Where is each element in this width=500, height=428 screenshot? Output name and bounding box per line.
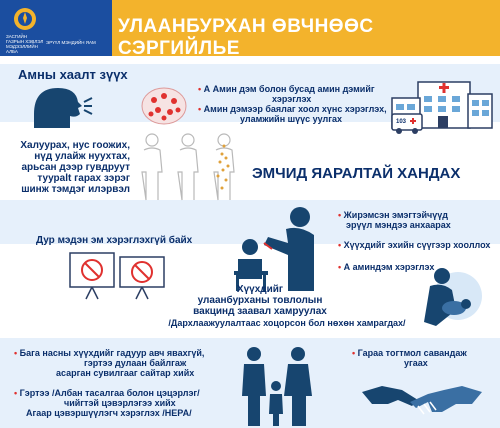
symptoms-text-3: арьсан дээр гувдруут	[21, 162, 130, 173]
care-bullet-3-text: А аминдэм хэрэглэх	[343, 262, 435, 272]
hospital-icon	[392, 78, 492, 136]
body-outline-icons	[138, 132, 238, 202]
vaccination-icon	[228, 205, 328, 295]
family-icon	[232, 346, 326, 426]
bullet-dot: •	[338, 262, 342, 272]
handwash-bullet-b: угаах	[404, 358, 428, 368]
see-doctor-heading: ЭМЧИД ЯАРАЛТАЙ ХАНДАХ	[252, 165, 461, 182]
bullet-dot: •	[14, 388, 18, 398]
care-bullet-1b: эрүүл мэндээ анхаарах	[346, 220, 451, 230]
vitamin-bullet-1	[198, 84, 375, 94]
symptoms-text-2: нүд улайж нуухтах,	[34, 151, 130, 162]
prevention-bullet-2	[14, 388, 200, 398]
care-bullet-2-text: Хүүхдийг эхийн сүүгээр хооллох	[343, 240, 491, 250]
handwash-bullet-text: Гараа тогтмол савандаж	[357, 348, 467, 358]
symptoms-text-4: туурalt гарах зэрэг	[37, 173, 130, 184]
germ-plate-icon	[140, 86, 188, 126]
prevention-bullet-1b: гэртээ дулаан байлгаж	[84, 358, 187, 368]
ministry-logo	[0, 0, 112, 56]
vaccination-text-4: /Дархлаажуулалтаас хоцорсон бол нөхөн хамрагдах/	[168, 318, 406, 328]
handshake-icon	[362, 376, 482, 422]
page-title: УЛААНБУРХАН ӨВЧНӨӨС СЭРГИЙЛЬЕ	[118, 16, 374, 59]
prevention-bullet-2-text: Гэртээ /Албан тасалгаа болон цэцэрлэг/	[19, 388, 200, 398]
vitamin-bullet-2-text: Амин дэмээр баялаг хоол хүнс хэрэглэх,	[203, 104, 387, 114]
bullet-dot: •	[352, 348, 356, 358]
handwash-bullet	[352, 348, 467, 358]
bullet-dot: •	[338, 240, 342, 250]
vitamin-bullet-1b: хэрэглэх	[272, 94, 312, 104]
coughing-person-icon	[30, 84, 92, 128]
emblem-icon	[10, 6, 40, 32]
bullet-dot: •	[14, 348, 18, 358]
section-title-mask: Амны хаалт зүүх	[18, 67, 128, 82]
bullet-dot: •	[198, 84, 202, 94]
vaccination-text-2: улаанбурханы товлолын	[197, 295, 323, 306]
care-bullet-1-text: Жирэмсэн эмэгтэйчүүд	[343, 210, 448, 220]
care-bullet-2	[338, 240, 490, 250]
prevention-bullet-2b: чийгтэй цэвэрлэгээ хийх	[64, 398, 176, 408]
ambulance-number: 103	[396, 119, 407, 125]
header-banner	[0, 0, 500, 59]
prevention-bullet-2c: Агаар цэвэршүүлэгч хэрэглэх /HEPA/	[26, 408, 192, 418]
vaccination-text-1: Хүүхдийг	[236, 284, 284, 295]
breastfeeding-mother-icon	[416, 266, 488, 332]
logo-ministry-name: ЭРҮҮЛ МЭНДИЙН ЯАМ	[46, 40, 96, 45]
logo-caption: ЗАСГИЙН ГАЗРЫН ХЭВЛЭЛ МЭДЭЭЛЛИЙН АЛБА	[6, 34, 44, 54]
symptoms-text-5: шинж тэмдэг илэрвэл	[21, 184, 130, 195]
prevention-bullet-1-text: Бага насны хүүхдийг гадуур авч явахгүй,	[19, 348, 205, 358]
vitamin-bullet-2b: уламжийн шүүс уулгах	[240, 114, 343, 124]
vitamin-bullet-1-text: А Амин дэм болон бусад амин дэмийг	[203, 84, 375, 94]
vitamin-bullet-2	[198, 104, 387, 114]
bullet-dot: •	[198, 104, 202, 114]
vaccination-text-3: вакцинд заавал хамруулах	[193, 306, 327, 317]
prevention-bullet-1	[14, 348, 204, 358]
prevention-bullet-1c: асарган сувилгааг сайтар хийх	[56, 368, 195, 378]
care-bullet-1	[338, 210, 448, 220]
bullet-dot: •	[338, 210, 342, 220]
no-pills-icons	[68, 251, 168, 303]
no-self-medication-text: Дур мэдэн эм хэрэглэхгүй байх	[36, 235, 193, 246]
symptoms-text-1: Халуурах, нус гоожих,	[20, 140, 130, 151]
